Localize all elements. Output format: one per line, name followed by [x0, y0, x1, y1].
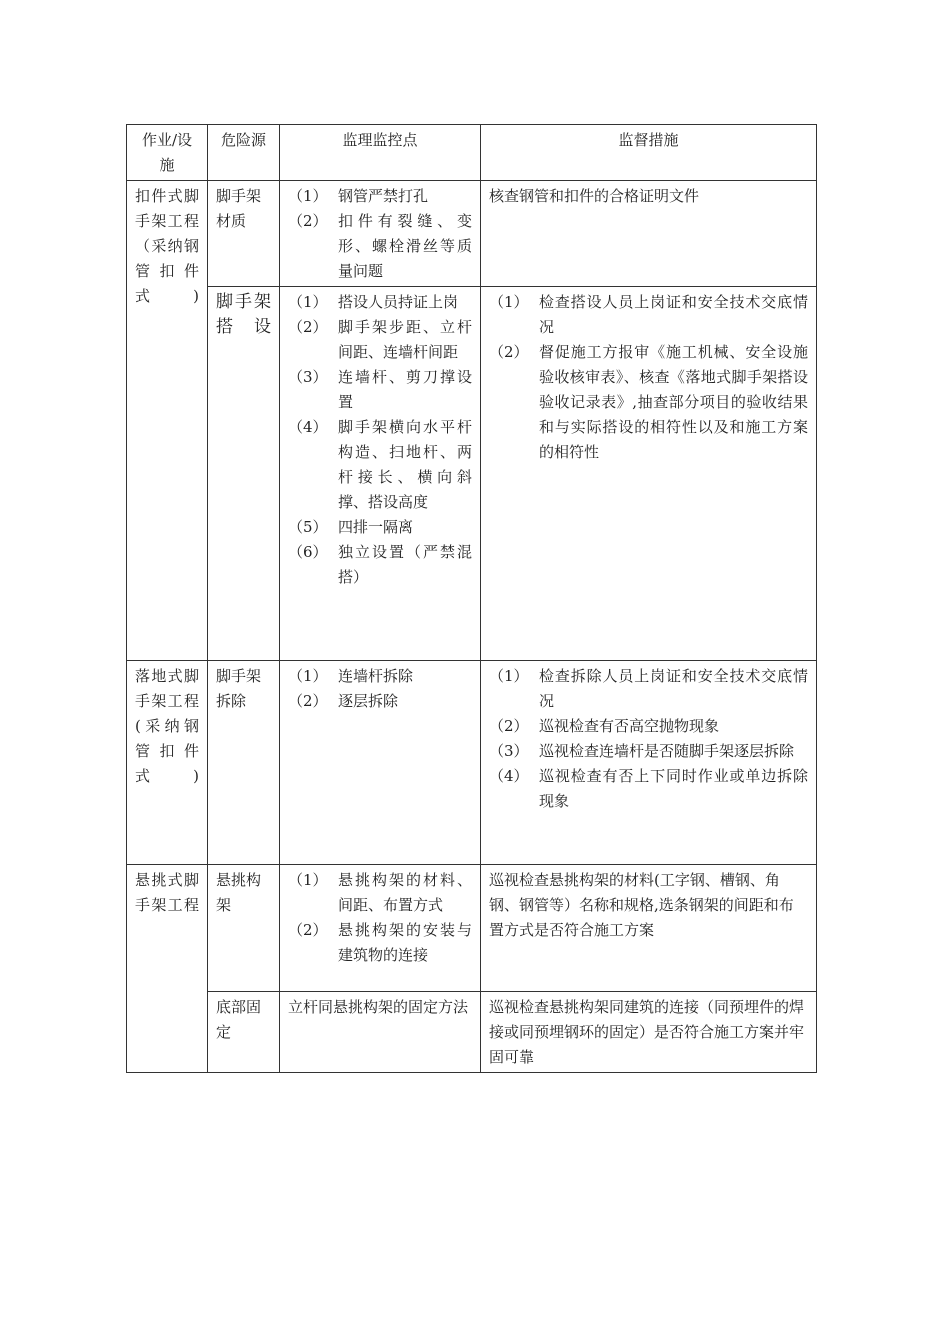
- list-item: （2） 逐层拆除: [288, 692, 399, 710]
- list-item: （1） 检查拆除人员上岗证和安全技术交底情况: [489, 667, 808, 710]
- hazard-cell: 脚手架搭设: [208, 287, 280, 661]
- list-item: （2） 督促施工方报审《施工机械、安全设施验收核审表》、核查《落地式脚手架搭设验收记录表》,抽查部分项目的验收结果和与实际搭设的相符性以及和施工方案的相符性: [489, 343, 808, 461]
- table-row: [127, 865, 817, 992]
- list-item: （2） 悬挑构架的安装与建筑物的连接: [288, 921, 472, 964]
- header-work-facility: 作业/设施: [127, 125, 208, 181]
- list-item: （1） 检查搭设人员上岗证和安全技术交底情况: [489, 293, 808, 336]
- list-item: （6） 独立设置（严禁混搭）: [288, 543, 472, 586]
- list-item: （1） 搭设人员持证上岗: [288, 293, 459, 311]
- header-measures: 监督措施: [481, 125, 817, 181]
- list-item: （2） 脚手架步距、立杆间距、连墙杆间距: [288, 318, 472, 361]
- measure-cell: 巡视检查悬挑构架同建筑的连接（同预埋件的焊接或同预埋钢环的固定）是否符合施工方案并牢固可靠: [481, 992, 817, 1073]
- list-item: （5） 四排一隔离: [288, 518, 414, 536]
- list-item: （4） 巡视检查有否上下同时作业或单边拆除现象: [489, 767, 808, 810]
- hazard-cell: 悬挑构架: [208, 865, 280, 992]
- list-item: （1） 钢管严禁打孔: [288, 187, 429, 205]
- header-row: [127, 125, 817, 181]
- control-points-cell: 立杆同悬挑构架的固定方法: [280, 992, 481, 1073]
- list-item: （3） 连墙杆、剪刀撑设置: [288, 368, 472, 411]
- header-control-points: 监理监控点: [280, 125, 481, 181]
- list-item: （1） 连墙杆拆除: [288, 667, 414, 685]
- list-item: （2） 巡视检查有否高空抛物现象: [489, 717, 720, 735]
- measure-cell: 核查钢管和扣件的合格证明文件: [481, 181, 817, 287]
- header-hazard-source: 危险源: [208, 125, 280, 181]
- hazard-cell: 脚手架拆除: [208, 661, 280, 865]
- list-item: （2） 扣件有裂缝、变形、螺栓滑丝等质量问题: [288, 212, 472, 280]
- control-points-cell: [280, 661, 481, 865]
- hazard-cell: 底部固定: [208, 992, 280, 1073]
- measure-cell: 巡视检查悬挑构架的材料(工字钢、槽钢、角钢、钢管等）名称和规格,选条钢架的间距和布置方式是否符合施工方案: [481, 865, 817, 992]
- control-points-cell: [280, 865, 481, 992]
- work-cell: 落地式脚手架工程(采纳钢管扣件式): [127, 661, 208, 865]
- list-item: （4） 脚手架横向水平杆构造、扫地杆、两杆接长、横向斜撑、搭设高度: [288, 418, 472, 511]
- control-points-cell: [280, 181, 481, 287]
- work-cell: 悬挑式脚手架工程: [127, 865, 208, 1073]
- list-item: （1） 悬挑构架的材料、间距、布置方式: [288, 871, 472, 914]
- measure-cell: [481, 661, 817, 865]
- supervision-table: [126, 124, 817, 1073]
- hazard-cell: 脚手架材质: [208, 181, 280, 287]
- control-points-cell: [280, 287, 481, 661]
- work-cell: 扣件式脚手架工程（采纳钢管扣件式): [127, 181, 208, 661]
- table-row: [127, 661, 817, 865]
- measure-cell: [481, 287, 817, 661]
- table-row: [127, 181, 817, 287]
- list-item: （3） 巡视检查连墙杆是否随脚手架逐层拆除: [489, 742, 795, 760]
- table-row: [127, 287, 817, 661]
- table-row: [127, 992, 817, 1073]
